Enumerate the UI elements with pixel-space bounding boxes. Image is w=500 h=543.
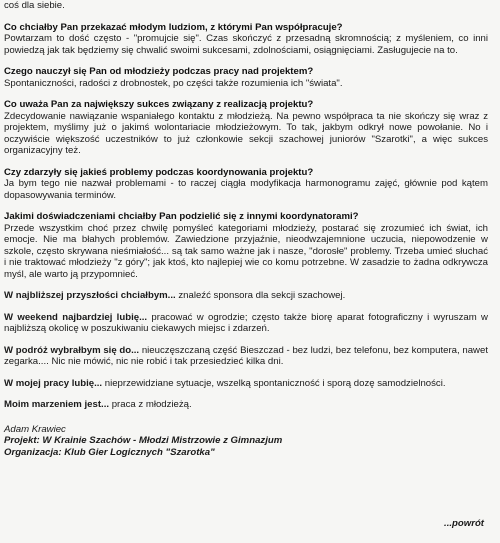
statement-text: nieprzewidziane sytuacje, wszelką spontaniczność i sporą dozę samodzielności. xyxy=(102,377,446,389)
statement-text: pracować w ogrodzie; często także biorę aparat fotograficzny i wyruszam w najbliższą okolicę w poszukiwaniu ciekawych miejsc i zdarzeń. xyxy=(4,311,488,334)
intro-text: coś dla siebie. xyxy=(4,0,65,11)
statement-lead: W podróż wybrałbym się do... xyxy=(4,344,140,356)
statement xyxy=(4,312,488,335)
qa-block xyxy=(4,99,488,157)
statement-text: nieuczęszczaną część Bieszczad - bez ludzi, bez telefonu, bez komputera, nawet zegarka.... Nic nie mówić, nic nie robić i tak przesiedzieć kilka dni. xyxy=(4,344,488,367)
qa-block xyxy=(4,66,488,89)
statement-text: praca z młodzieżą. xyxy=(109,399,192,410)
statement-lead: W najbliższej przyszłości chciałbym... xyxy=(4,290,176,301)
author-name: Adam Krawiec xyxy=(4,423,66,435)
question: Co uważa Pan za największy sukces związany z realizacją projektu? xyxy=(4,99,314,110)
back-link[interactable]: ...powrót xyxy=(444,517,484,529)
answer: Powtarzam to dość często - "promujcie się". Czas skończyć z przesadną skromnością; z myśleniem, co inni powiedzą jak tak będziemy się chwalić swoimi sukcesami, zdolnościami, osiągnięciami. Zasługujecie na to. xyxy=(4,33,488,56)
organization-name: Organizacja: Klub Gier Logicznych "Szarotka" xyxy=(4,446,215,458)
statement-lead: W mojej pracy lubię... xyxy=(4,377,103,389)
question: Czego nauczył się Pan od młodzieży podczas pracy nad projektem? xyxy=(4,66,314,77)
statement xyxy=(4,378,488,390)
statement xyxy=(4,290,488,302)
statement-lead: W weekend najbardziej lubię... xyxy=(4,311,148,323)
qa-block xyxy=(4,22,488,57)
question: Czy zdarzyły się jakieś problemy podczas koordynowania projektu? xyxy=(4,166,314,178)
statement xyxy=(4,345,488,368)
qa-block xyxy=(4,167,488,202)
answer: Spontaniczności, radości z drobnostek, po części także rozumienia ich "świata". xyxy=(4,77,343,89)
qa-block xyxy=(4,211,488,280)
author-block xyxy=(4,424,488,459)
statement-lead: Moim marzeniem jest... xyxy=(4,399,110,410)
answer: Zdecydowanie nawiązanie wspaniałego kontaktu z młodzieżą. Na pewno współpraca ta nie skończy się wraz z projektem, myślimy już o jakimś wolontariacie młodzieżowym. To tak, jakbym odkrył nowe powołanie. No i oczywiście większość uczestników to już członkowie sekcji szachowej juniorów "Szarotki", a więc sukces organizacyjny też. xyxy=(4,110,488,156)
statement xyxy=(4,399,488,411)
question: Jakimi doświadczeniami chciałby Pan podzielić się z innymi koordynatorami? xyxy=(4,211,359,222)
statement-text: znaleźć sponsora dla sekcji szachowej. xyxy=(175,290,346,301)
answer: Przede wszystkim choć przez chwilę pomyśleć kategoriami młodzieży, postarać się zrozumieć ich świat, ich emocje. Nie ma błahych problemów. Zawiedzione przyjaźnie, nieodwzajemnione uczucia, niepowodzenie w szkole, często skrywana nieśmiałość... są tak samo ważne jak i nasze, "dorosłe" problemy. Trzeba umieć słuchać i nie traktować młodzieży "z góry"; jak ktoś, kto najlepiej wie co komu potrzebne. W zasadzie to żadna odkrywcza myśl, ale warto ją przypomnieć. xyxy=(4,222,488,280)
answer: Ja bym tego nie nazwał problemami - to raczej ciągła modyfikacja harmonogramu zajęć, głównie pod kątem dopasowywania terminów. xyxy=(4,178,488,201)
project-name: Projekt: W Krainie Szachów - Młodzi Mistrzowie z Gimnazjum xyxy=(4,435,283,446)
question: Co chciałby Pan przekazać młodym ludziom, z którymi Pan współpracuje? xyxy=(4,21,343,33)
